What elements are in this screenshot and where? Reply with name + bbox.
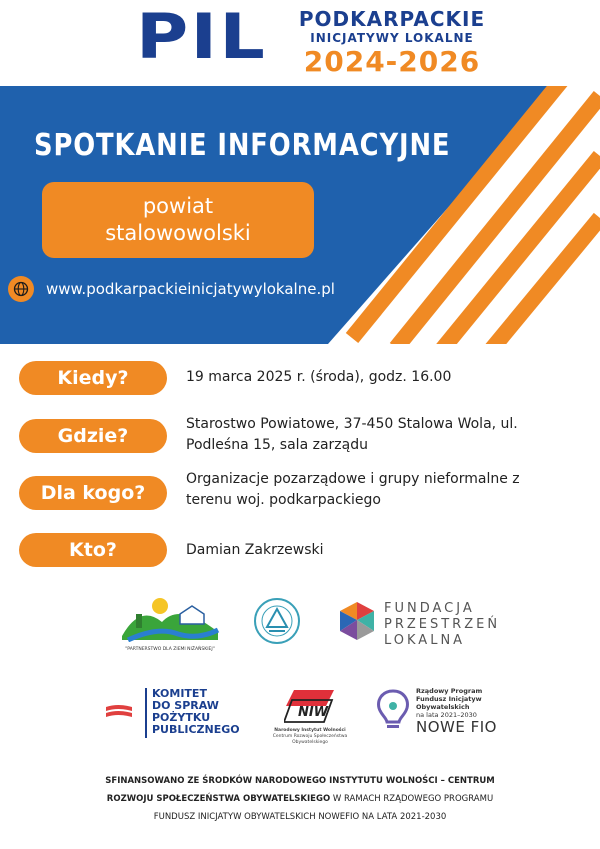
hexagon-icon xyxy=(336,600,378,642)
who-label: Kto? xyxy=(19,533,167,567)
region-badge xyxy=(42,182,314,258)
lgd-logo xyxy=(253,597,301,645)
fundacja-line2: PRZESTRZEŃ xyxy=(384,617,501,632)
fio-line1: Rządowy Program xyxy=(416,687,483,695)
globe-icon xyxy=(8,276,34,302)
fundacja-name xyxy=(384,601,500,649)
komitet-name xyxy=(152,688,240,736)
where-text: Starostwo Powiatowe, 37-450 Stalowa Wola, ul. Podleśna 15, sala zarządu xyxy=(186,416,518,453)
fio-logo-mark xyxy=(374,688,412,734)
event-title: SPOTKANIE INFORMACYJNE xyxy=(34,128,451,163)
website-row[interactable] xyxy=(8,274,335,304)
lgd-ring-icon xyxy=(253,597,301,645)
for-whom-text: Organizacje pozarządowe i grupy nieformalne z terenu woj. podkarpackiego xyxy=(186,471,520,508)
lightbulb-icon xyxy=(374,688,412,734)
partnerstwo-logo xyxy=(118,596,222,652)
fio-program-name xyxy=(416,687,482,719)
niw-caption-1: Narodowy Instytut Wolności xyxy=(274,728,346,733)
niw-caption-2: Centrum Rozwoju Społeczeństwa Obywatelskiego xyxy=(272,734,348,745)
footer-line2-bold: ROZWOJU SPOŁECZEŃSTWA OBYWATELSKIEGO xyxy=(106,794,331,804)
when-text: 19 marca 2025 r. (środa), godz. 16.00 xyxy=(186,369,452,385)
who-text: Damian Zakrzewski xyxy=(186,542,324,558)
fundacja-logo-mark xyxy=(336,600,378,642)
footer-line1: SFINANSOWANO ZE ŚRODKÓW NARODOWEGO INSTYTUTU WOLNOŚCI – CENTRUM xyxy=(105,776,495,786)
fio-line4: na lata 2021–2030 xyxy=(416,711,477,719)
region-line1: powiat xyxy=(142,194,214,218)
program-name xyxy=(284,8,500,78)
program-years: 2024-2026 xyxy=(303,45,481,78)
where-label: Gdzie? xyxy=(19,419,167,453)
komitet-line2: DO SPRAW xyxy=(152,699,219,712)
komitet-line4: PUBLICZNEGO xyxy=(152,723,240,736)
niw-mark: NIW xyxy=(298,705,329,720)
program-line1: PODKARPACKIE xyxy=(298,7,486,31)
header xyxy=(0,0,600,86)
niw-logo xyxy=(284,688,336,726)
website-link[interactable]: www.podkarpackieinicjatywylokalne.pl xyxy=(46,280,335,298)
fio-line2: Fundusz Inicjatyw xyxy=(416,695,482,703)
landscape-icon xyxy=(118,596,222,642)
komitet-line3: POŻYTKU xyxy=(152,711,211,724)
when-label: Kiedy? xyxy=(19,361,167,395)
fio-wordmark: NOWE FIO xyxy=(416,718,497,736)
komitet-flag-icon xyxy=(104,703,134,719)
region-line2: stalowowolski xyxy=(105,221,251,245)
niw-caption xyxy=(268,728,352,746)
footer-line2 xyxy=(60,790,540,808)
komitet-divider xyxy=(145,688,147,738)
partnerstwo-caption: "PARTNERSTWO DLA ZIEMI NIŻAŃSKIEJ" xyxy=(125,647,215,652)
pil-logo-mark: PIL xyxy=(136,0,268,73)
fundacja-line3: LOKALNA xyxy=(384,633,466,648)
program-line2: INICJATYWY LOKALNE xyxy=(310,31,474,45)
footer-line3: FUNDUSZ INICJATYW OBYWATELSKICH NOWEFIO NA LATA 2021-2030 xyxy=(153,812,447,822)
for-whom-label: Dla kogo? xyxy=(19,476,167,510)
funding-footer xyxy=(60,772,540,826)
fundacja-line1: FUNDACJA xyxy=(384,601,475,616)
footer-line2-rest: W RAMACH RZĄDOWEGO PROGRAMU xyxy=(330,794,494,804)
fio-line3: Obywatelskich xyxy=(416,703,470,711)
komitet-line1: KOMITET xyxy=(152,687,207,700)
